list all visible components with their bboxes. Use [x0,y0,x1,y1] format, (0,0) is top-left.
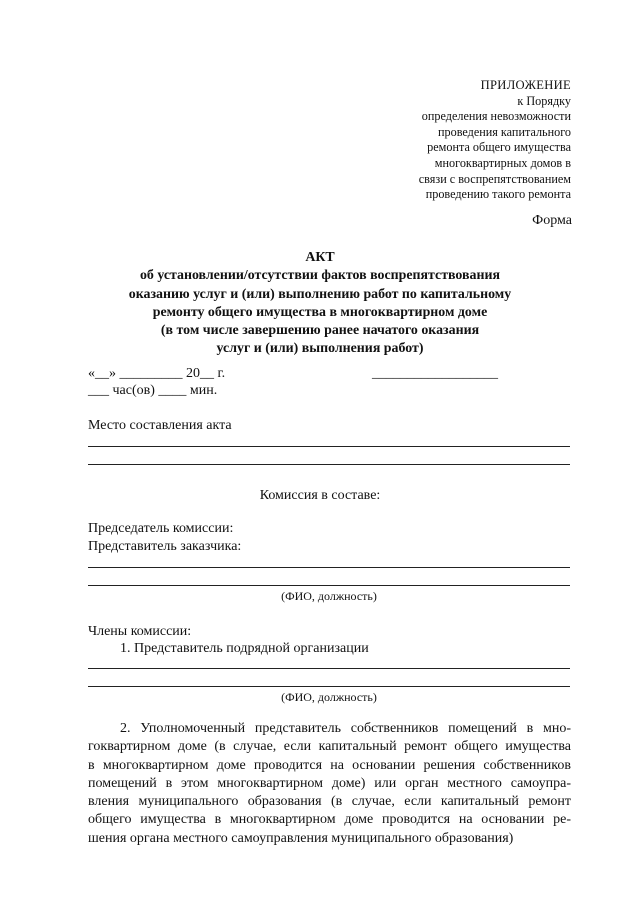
title-line: об установлении/отсутствии фактов воспрепятствования [139,268,501,284]
form-label: Форма [532,213,572,228]
appendix-line: проведения капитального [437,124,571,139]
member-1-label: 1. Представитель подрядной организации [120,641,369,656]
customer-line-1 [88,567,570,568]
document-title [60,249,580,359]
commission-label: Комиссия в составе: [259,488,381,503]
place-label: Место составления акта [88,418,232,433]
title-word: АКТ [305,250,335,265]
paragraph-line: помещений в этом многоквартирном доме) или орган местного самоупра- [88,775,571,791]
appendix-line: связи с воспрепятствованием [418,171,571,186]
place-line-1 [88,446,570,447]
paragraph-line: 2. Уполномоченный представитель собственников помещений в мно- [120,721,571,736]
title-line: оказанию услуг и (или) выполнению работ по капитальному [128,286,512,302]
appendix-line: определения невозможности [421,109,571,124]
title-line: ремонту общего имущества в многоквартирном доме [152,304,488,320]
appendix-heading: ПРИЛОЖЕНИЕ [480,78,571,92]
paragraph-line: общего имущества в многоквартирном доме проводится на основании ре- [88,812,571,828]
appendix-line: к Порядку [517,93,571,108]
appendix-line: многоквартирных домов в [434,155,571,170]
date-field: «__» _________ 20__ г. [88,366,226,381]
fio-caption: (ФИО, должность) [281,589,377,603]
title-line: (в том числе завершению ранее начатого оказания [160,323,480,339]
appendix-line: ремонта общего имущества [427,140,571,155]
place-line-2 [88,464,570,465]
appendix-line: проведению такого ремонта [425,187,571,202]
paragraph-line: гоквартирном доме (в случае, если капитальный ремонт общего имущества [88,739,571,755]
fio-caption: (ФИО, должность) [281,690,377,704]
appendix-block [419,78,571,203]
place-blank-field: __________________ [372,366,498,381]
chairman-label: Председатель комиссии: [88,521,234,536]
customer-rep-label: Представитель заказчика: [88,539,242,554]
paragraph-line: в многоквартирном доме проводится на основании решения собственников [88,757,571,773]
title-line: услуг и (или) выполнения работ) [216,341,424,357]
time-field: ___ час(ов) ____ мин. [88,383,218,398]
paragraph-2 [88,720,571,848]
paragraph-line: вления муниципального образования (в случае, если капитальный ремонт [88,794,571,810]
member-line-1 [88,668,570,669]
paragraph-line: шения органа местного самоуправления муниципального образования) [88,830,514,846]
member-line-2 [88,686,570,687]
customer-line-2 [88,585,570,586]
members-label: Члены комиссии: [88,624,192,639]
